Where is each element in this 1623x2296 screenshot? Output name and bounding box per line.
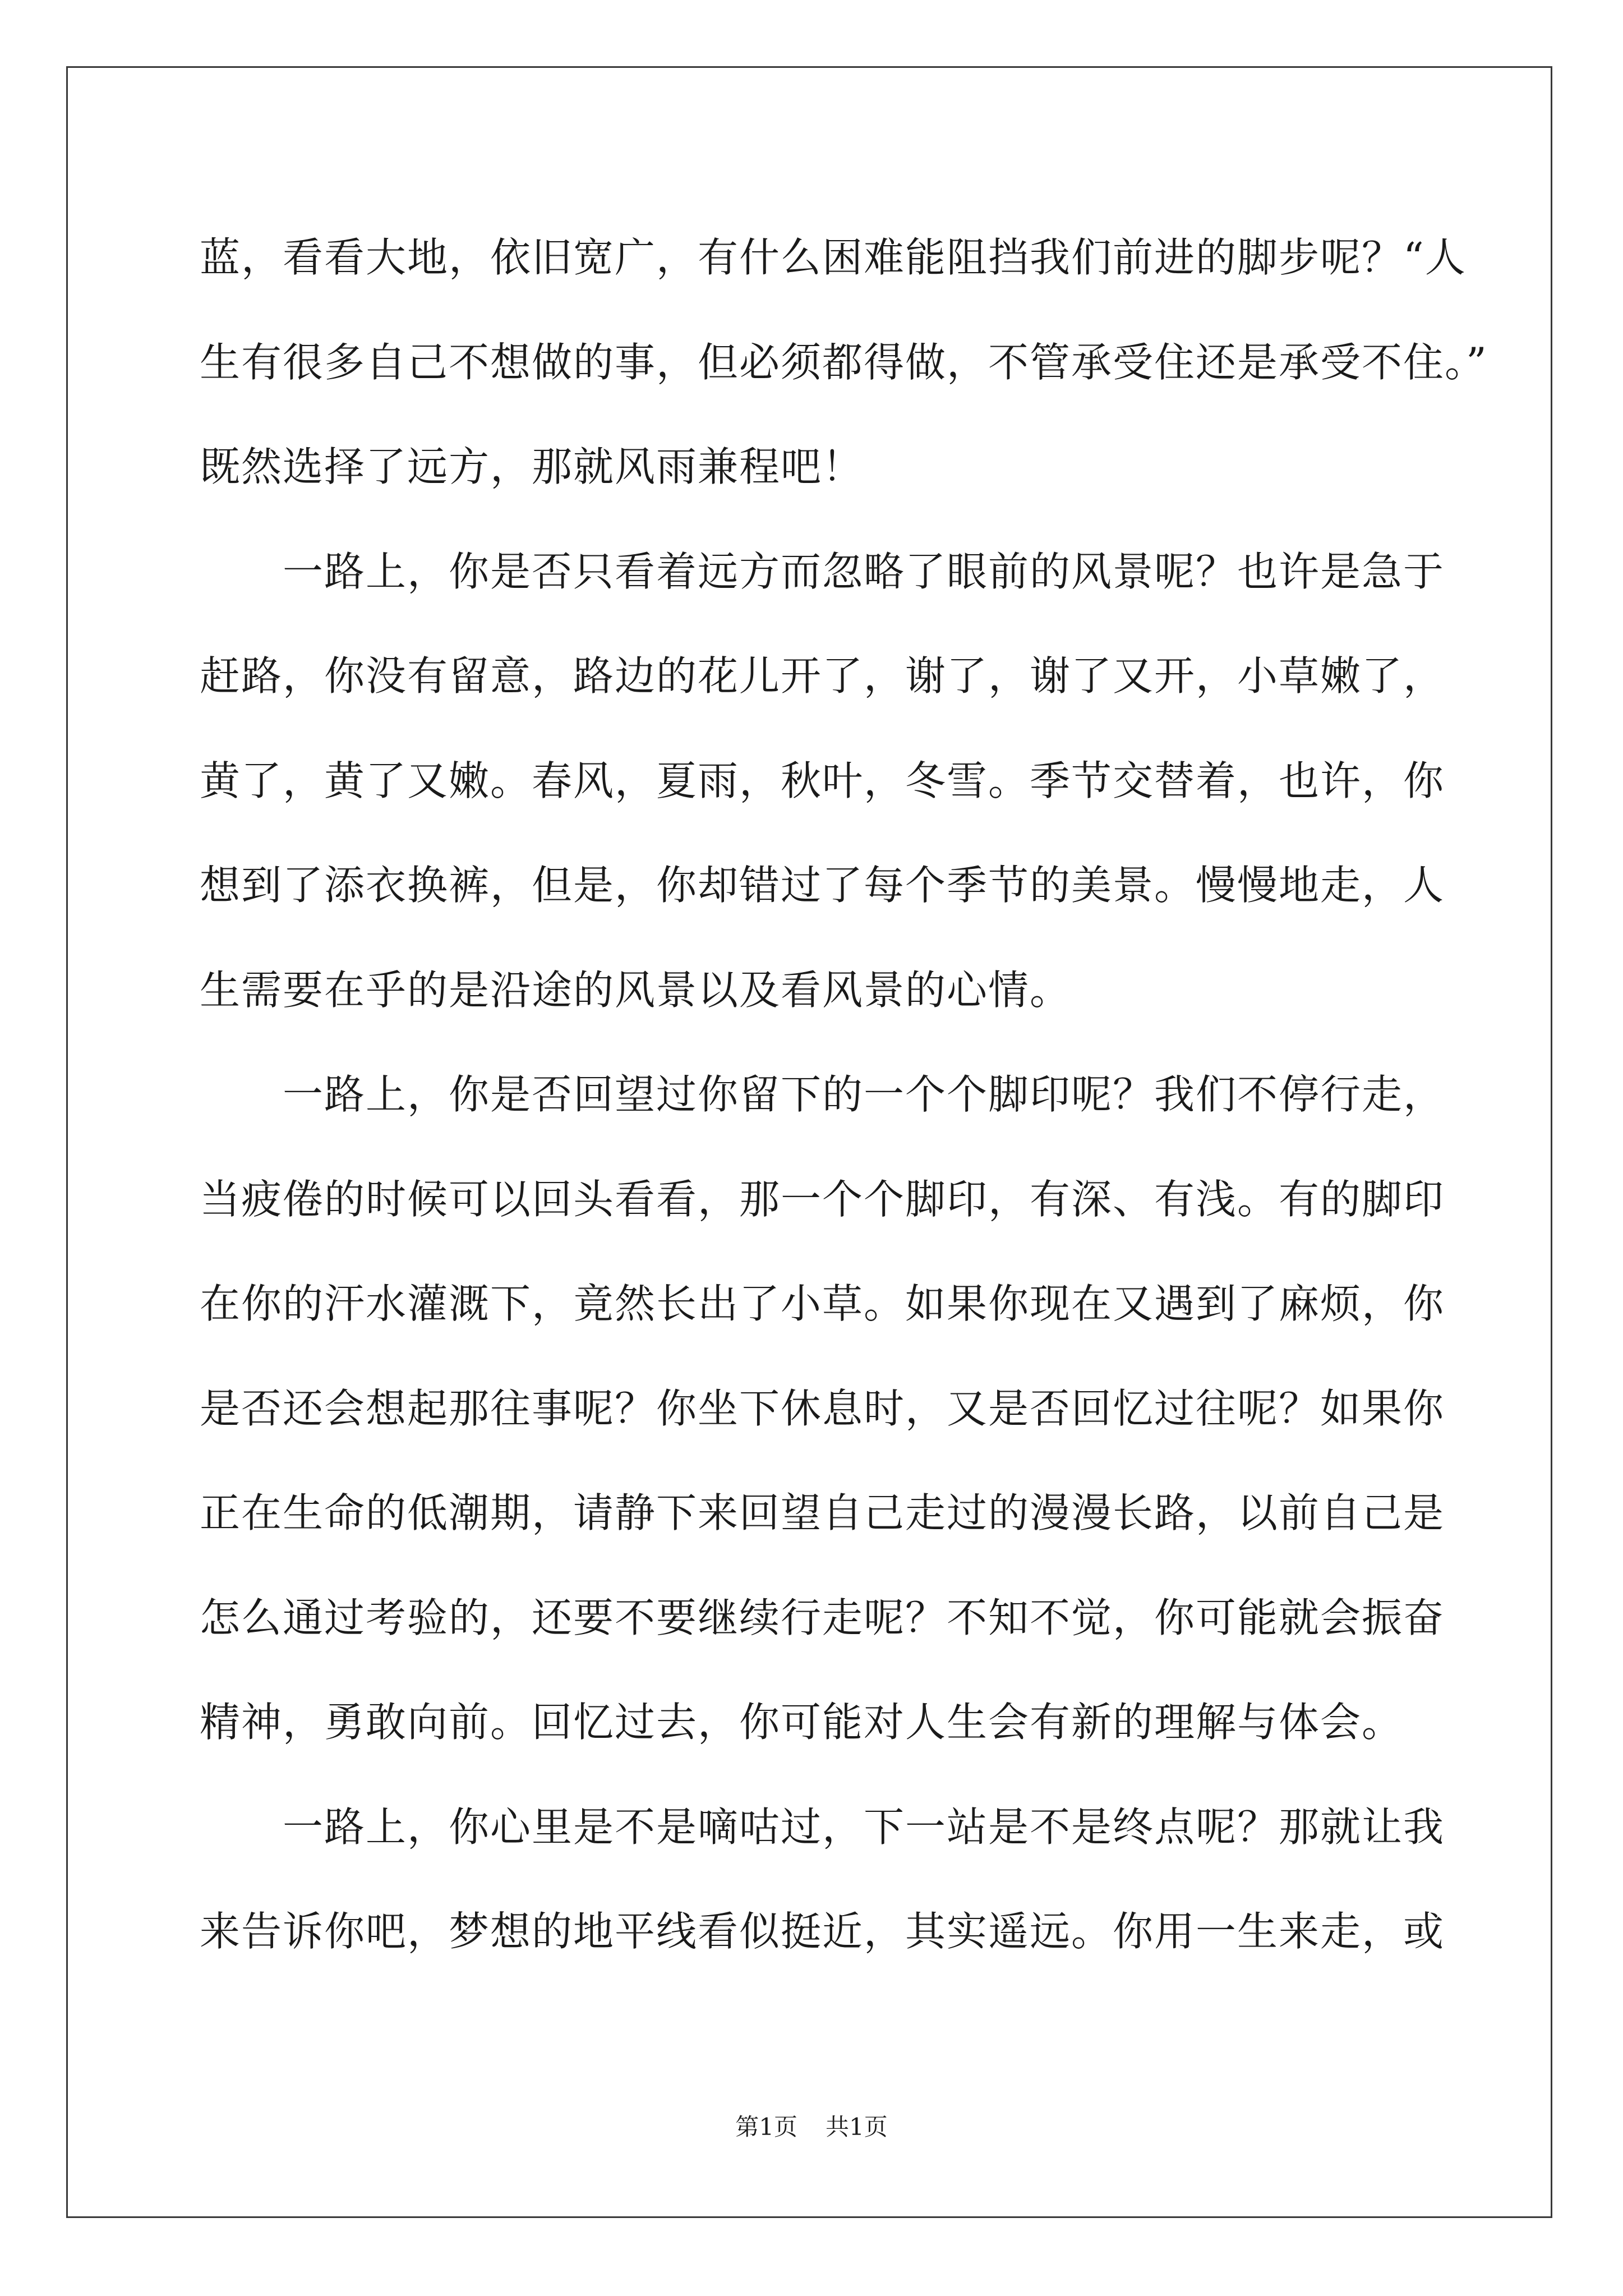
text-line: 是否还会想起那往事呢？你坐下休息时，又是否回忆过往呢？如果你 [200, 1384, 1445, 1432]
text-line: 正在生命的低潮期，请静下来回望自己走过的漫漫长路，以前自己是 [200, 1489, 1445, 1536]
text-line: 来告诉你吧，梦想的地平线看似挺近，其实遥远。你用一生来走，或 [200, 1908, 1445, 1955]
text-line: 在你的汗水灌溉下，竟然长出了小草。如果你现在又遇到了麻烦，你 [200, 1280, 1445, 1327]
page-number-current: 第1页 [735, 2113, 797, 2141]
document-body [200, 205, 1488, 1984]
text-line: 生有很多自己不想做的事，但必须都得做，不管承受住还是承受不住。” [200, 338, 1488, 386]
text-line: 一路上，你是否只看着远方而忽略了眼前的风景呢？也许是急于 [200, 547, 1445, 595]
page-footer [0, 2110, 1623, 2144]
text-line: 既然选择了远方，那就风雨兼程吧！ [200, 443, 864, 490]
text-line: 黄了，黄了又嫩。春风，夏雨，秋叶，冬雪。季节交替着，也许，你 [200, 757, 1445, 804]
text-line: 一路上，你是否回望过你留下的一个个脚印呢？我们不停行走， [200, 1071, 1445, 1118]
text-line: 一路上，你心里是不是嘀咕过，下一站是不是终点呢？那就让我 [200, 1803, 1445, 1851]
text-line: 当疲倦的时候可以回头看看，那一个个脚印，有深、有浅。有的脚印 [200, 1175, 1445, 1223]
text-line: 生需要在乎的是沿途的风景以及看风景的心情。 [200, 966, 1072, 1014]
text-line: 怎么通过考验的，还要不要继续行走呢？不知不觉，你可能就会振奋 [200, 1594, 1445, 1641]
text-line: 想到了添衣换裤，但是，你却错过了每个季节的美景。慢慢地走，人 [200, 862, 1445, 909]
text-line: 精神，勇敢向前。回忆过去，你可能对人生会有新的理解与体会。 [200, 1699, 1404, 1746]
text-line: 赶路，你没有留意，路边的花儿开了，谢了，谢了又开，小草嫩了， [200, 652, 1445, 700]
page-number-total: 共1页 [826, 2113, 888, 2141]
text-line: 蓝，看看大地，依旧宽广，有什么困难能阻挡我们前进的脚步呢？“人 [200, 234, 1467, 281]
